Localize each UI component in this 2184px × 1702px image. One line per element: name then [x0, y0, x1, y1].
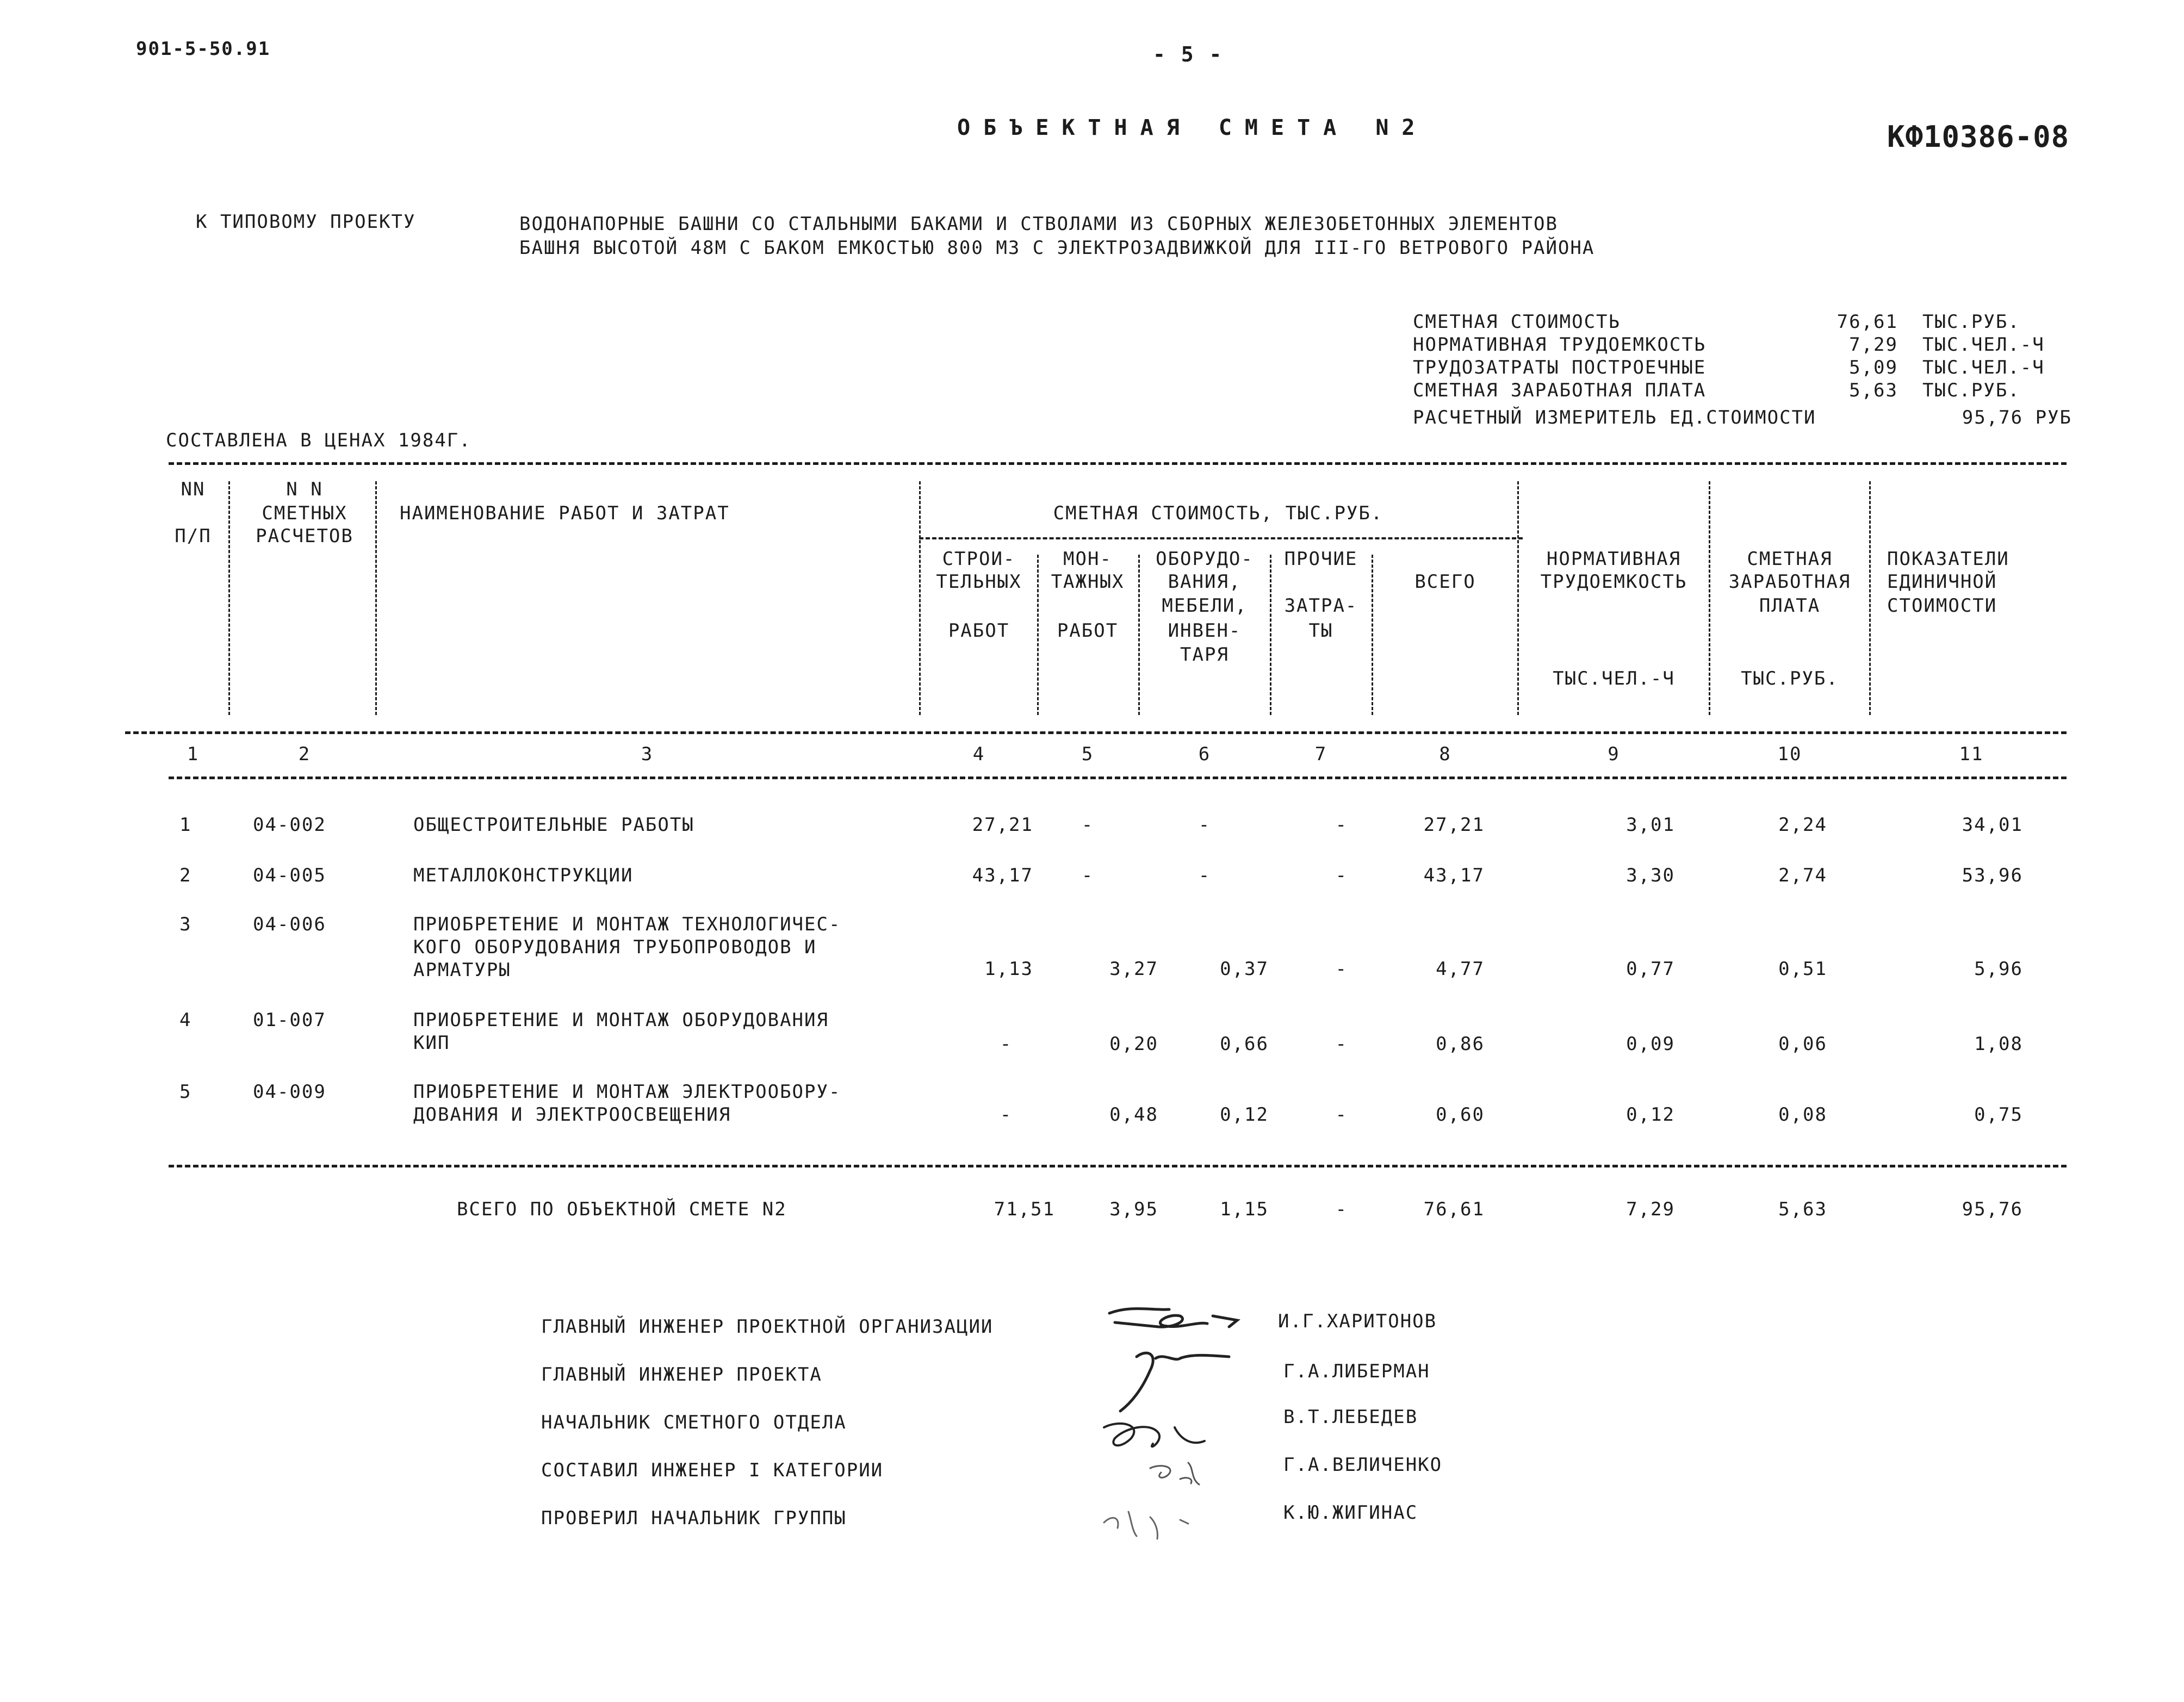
total-c9: 7,29 [1626, 1198, 1675, 1220]
signature-role: СОСТАВИЛ ИНЖЕНЕР I КАТЕГОРИИ [541, 1459, 884, 1481]
row-c4: - [1000, 1104, 1013, 1126]
row-c6: - [1198, 865, 1211, 886]
row-c5: 0,48 [1109, 1104, 1158, 1126]
row-c10: 2,24 [1778, 814, 1827, 836]
header-col4-line: ТЕЛЬНЫХ [936, 571, 1022, 593]
row-c7: - [1335, 1033, 1348, 1055]
summary-label: СМЕТНАЯ СТОИМОСТЬ [1413, 311, 1621, 333]
header-col11-line: ПОКАЗАТЕЛИ [1887, 548, 2009, 570]
row-c10: 0,06 [1778, 1033, 1827, 1055]
row-c8: 27,21 [1423, 814, 1485, 836]
col-number: 6 [1198, 743, 1211, 765]
row-c4: 27,21 [972, 814, 1033, 836]
header-col9-line: НОРМАТИВНАЯ [1546, 548, 1682, 570]
total-c4: 71,51 [994, 1198, 1055, 1220]
header-col5-line: РАБОТ [1057, 620, 1119, 642]
col-number: 2 [298, 743, 311, 765]
header-col6-line: ОБОРУДО- [1156, 548, 1254, 570]
row-c11: 0,75 [1974, 1104, 2023, 1126]
col-number: 9 [1608, 743, 1620, 765]
row-c11: 1,08 [1974, 1033, 2023, 1055]
row-c7: - [1335, 1104, 1348, 1126]
row-number: 3 [179, 914, 192, 935]
row-c10: 2,74 [1778, 865, 1827, 886]
col-separator [1517, 481, 1519, 715]
summary-label: ТРУДОЗАТРАТЫ ПОСТРОЕЧНЫЕ [1413, 357, 1707, 378]
row-c6: 0,12 [1220, 1104, 1269, 1126]
total-c7: - [1335, 1198, 1348, 1220]
row-c7: - [1335, 865, 1348, 886]
header-col6-line: ИНВЕН- [1168, 620, 1242, 642]
header-col10-line: ЗАРАБОТНАЯ [1728, 571, 1851, 593]
row-c9: 0,09 [1626, 1033, 1675, 1055]
header-col1-line: NN [181, 479, 206, 500]
row-c8: 0,86 [1436, 1033, 1485, 1055]
header-cost-group: СМЕТНАЯ СТОИМОСТЬ, ТЫС.РУБ. [1053, 502, 1383, 524]
header-col2-line: N N [286, 479, 323, 500]
row-name-line: ДОВАНИЯ И ЭЛЕКТРООСВЕЩЕНИЯ [413, 1104, 731, 1126]
total-c5: 3,95 [1109, 1198, 1158, 1220]
summary-value: 7,29 [1849, 334, 1898, 356]
summary-unit: ТЫС.ЧЕЛ.-Ч [1922, 357, 2045, 378]
page-number: - 5 - [1153, 42, 1224, 66]
row-name-line: АРМАТУРЫ [413, 959, 511, 981]
row-name-line: ПРИОБРЕТЕНИЕ И МОНТАЖ ОБОРУДОВАНИЯ [413, 1009, 829, 1031]
summary-value: 76,61 [1836, 311, 1898, 333]
header-col5-line: ТАЖНЫХ [1051, 571, 1125, 593]
header-col7-line: ПРОЧИЕ [1284, 548, 1358, 570]
row-calc: 04-005 [253, 865, 326, 886]
col-separator [1709, 481, 1710, 715]
archive-code: КФ10386-08 [1887, 120, 2070, 154]
row-c7: - [1335, 814, 1348, 836]
document-code: 901-5-50.91 [136, 38, 271, 60]
total-label: ВСЕГО ПО ОБЪЕКТНОЙ СМЕТЕ N2 [457, 1198, 787, 1220]
summary-label: НОРМАТИВНАЯ ТРУДОЕМКОСТЬ [1413, 334, 1707, 356]
row-c11: 34,01 [1962, 814, 2023, 836]
row-c9: 0,12 [1626, 1104, 1675, 1126]
handwritten-signatures [1099, 1289, 1278, 1550]
header-col2-line: СМЕТНЫХ [262, 502, 348, 524]
row-c9: 3,30 [1626, 865, 1675, 886]
table-top-rule [169, 462, 2067, 465]
row-name-line: КОГО ОБОРУДОВАНИЯ ТРУБОПРОВОДОВ И [413, 936, 817, 958]
header-col10-line: ТЫС.РУБ. [1741, 668, 1839, 690]
col-separator [375, 481, 377, 715]
row-c8: 4,77 [1436, 958, 1485, 980]
row-number: 2 [179, 865, 192, 886]
total-c10: 5,63 [1778, 1198, 1827, 1220]
row-c9: 3,01 [1626, 814, 1675, 836]
signature-name: Г.А.ВЕЛИЧЕНКО [1283, 1454, 1443, 1476]
col-number: 7 [1314, 743, 1327, 765]
signature-role: ПРОВЕРИЛ НАЧАЛЬНИК ГРУППЫ [541, 1507, 847, 1529]
row-c10: 0,08 [1778, 1104, 1827, 1126]
col-separator [1138, 555, 1140, 715]
row-number: 1 [179, 814, 192, 836]
signature-name: В.Т.ЛЕБЕДЕВ [1283, 1406, 1418, 1428]
header-col1-line: П/П [175, 525, 212, 547]
row-c5: - [1081, 865, 1094, 886]
header-col4-line: СТРОИ- [942, 548, 1016, 570]
row-c4: 43,17 [972, 865, 1033, 886]
row-name-line: МЕТАЛЛОКОНСТРУКЦИИ [413, 865, 634, 886]
signature-name: И.Г.ХАРИТОНОВ [1278, 1310, 1437, 1332]
row-c5: 3,27 [1109, 958, 1158, 980]
header-col10-line: СМЕТНАЯ [1747, 548, 1833, 570]
row-c7: - [1335, 958, 1348, 980]
total-c6: 1,15 [1220, 1198, 1269, 1220]
header-col11-line: СТОИМОСТИ [1887, 595, 1997, 617]
summary-unit: ТЫС.ЧЕЛ.-Ч [1922, 334, 2045, 356]
row-calc: 01-007 [253, 1009, 326, 1031]
summary-label: СМЕТНАЯ ЗАРАБОТНАЯ ПЛАТА [1413, 380, 1707, 401]
header-col5-line: МОН- [1063, 548, 1112, 570]
unit-measure-value: 95,76 РУБ [1962, 407, 2072, 428]
summary-unit: ТЫС.РУБ. [1922, 380, 2020, 401]
total-c8: 76,61 [1423, 1198, 1485, 1220]
cost-group-rule [919, 537, 1523, 539]
row-c4: - [1000, 1033, 1013, 1055]
header-col7-line: ЗАТРА- [1284, 595, 1358, 617]
row-name-line: ПРИОБРЕТЕНИЕ И МОНТАЖ ЭЛЕКТРООБОРУ- [413, 1081, 841, 1103]
total-rule [169, 1165, 2067, 1167]
row-c11: 53,96 [1962, 865, 2023, 886]
row-c8: 43,17 [1423, 865, 1485, 886]
row-number: 4 [179, 1009, 192, 1031]
header-bottom-rule [125, 731, 2067, 734]
row-name-line: ОБЩЕСТРОИТЕЛЬНЫЕ РАБОТЫ [413, 814, 694, 836]
col-number: 10 [1777, 743, 1802, 765]
summary-unit: ТЫС.РУБ. [1922, 311, 2020, 333]
col-number-rule [169, 777, 2067, 779]
total-c11: 95,76 [1962, 1198, 2023, 1220]
row-c5: 0,20 [1109, 1033, 1158, 1055]
header-col6-line: ТАРЯ [1180, 644, 1229, 666]
project-label: К ТИПОВОМУ ПРОЕКТУ [196, 211, 416, 233]
header-col9-line: ТЫС.ЧЕЛ.-Ч [1553, 668, 1675, 690]
col-number: 3 [641, 743, 654, 765]
col-number: 4 [972, 743, 985, 765]
col-number: 8 [1439, 743, 1451, 765]
header-col9-line: ТРУДОЕМКОСТЬ [1540, 571, 1687, 593]
row-c6: 0,66 [1220, 1033, 1269, 1055]
page-title: ОБЪЕКТНАЯ СМЕТА N2 [957, 115, 1428, 140]
row-name-line: ПРИОБРЕТЕНИЕ И МОНТАЖ ТЕХНОЛОГИЧЕС- [413, 914, 841, 935]
row-c4: 1,13 [984, 958, 1033, 980]
unit-measure-label: РАСЧЕТНЫЙ ИЗМЕРИТЕЛЬ ЕД.СТОИМОСТИ [1413, 407, 1816, 428]
header-col7-line: ТЫ [1308, 620, 1333, 642]
row-c5: - [1081, 814, 1094, 836]
header-col2-line: РАСЧЕТОВ [256, 525, 353, 547]
row-calc: 04-009 [253, 1081, 326, 1103]
header-col10-line: ПЛАТА [1759, 595, 1821, 617]
project-line-2: БАШНЯ ВЫСОТОЙ 48М С БАКОМ ЕМКОСТЬЮ 800 М3 С ЭЛЕКТРОЗАДВИЖКОЙ ДЛЯ III-ГО ВЕТРОВОГО РАЙОНА [519, 237, 1595, 259]
project-line-1: ВОДОНАПОРНЫЕ БАШНИ СО СТАЛЬНЫМИ БАКАМИ И СТВОЛАМИ ИЗ СБОРНЫХ ЖЕЛЕЗОБЕТОННЫХ ЭЛЕМЕНТОВ [519, 213, 1558, 235]
col-number: 1 [187, 743, 200, 765]
row-name-line: КИП [413, 1032, 450, 1054]
col-number: 11 [1959, 743, 1984, 765]
summary-value: 5,09 [1849, 357, 1898, 378]
header-col11-line: ЕДИНИЧНОЙ [1887, 571, 1997, 593]
summary-value: 5,63 [1849, 380, 1898, 401]
header-col6-line: ВАНИЯ, [1168, 571, 1242, 593]
header-col6-line: МЕБЕЛИ, [1162, 595, 1248, 617]
row-c6: 0,37 [1220, 958, 1269, 980]
col-number: 5 [1081, 743, 1094, 765]
header-col3: НАИМЕНОВАНИЕ РАБОТ И ЗАТРАТ [400, 502, 730, 524]
row-c10: 0,51 [1778, 958, 1827, 980]
col-separator [1372, 555, 1373, 715]
signature-name: Г.А.ЛИБЕРМАН [1283, 1361, 1430, 1382]
col-separator [919, 481, 921, 715]
signature-role: НАЧАЛЬНИК СМЕТНОГО ОТДЕЛА [541, 1412, 847, 1433]
row-c8: 0,60 [1436, 1104, 1485, 1126]
col-separator [228, 481, 230, 715]
signature-name: К.Ю.ЖИГИНАС [1283, 1502, 1418, 1524]
row-calc: 04-002 [253, 814, 326, 836]
header-col8: ВСЕГО [1414, 571, 1476, 593]
row-number: 5 [179, 1081, 192, 1103]
signature-role: ГЛАВНЫЙ ИНЖЕНЕР ПРОЕКТА [541, 1364, 822, 1386]
prices-note: СОСТАВЛЕНА В ЦЕНАХ 1984Г. [166, 430, 471, 451]
col-separator [1869, 481, 1871, 715]
header-col4-line: РАБОТ [948, 620, 1010, 642]
row-c9: 0,77 [1626, 958, 1675, 980]
row-calc: 04-006 [253, 914, 326, 935]
row-c6: - [1198, 814, 1211, 836]
row-c11: 5,96 [1974, 958, 2023, 980]
signature-role: ГЛАВНЫЙ ИНЖЕНЕР ПРОЕКТНОЙ ОРГАНИЗАЦИИ [541, 1316, 994, 1338]
